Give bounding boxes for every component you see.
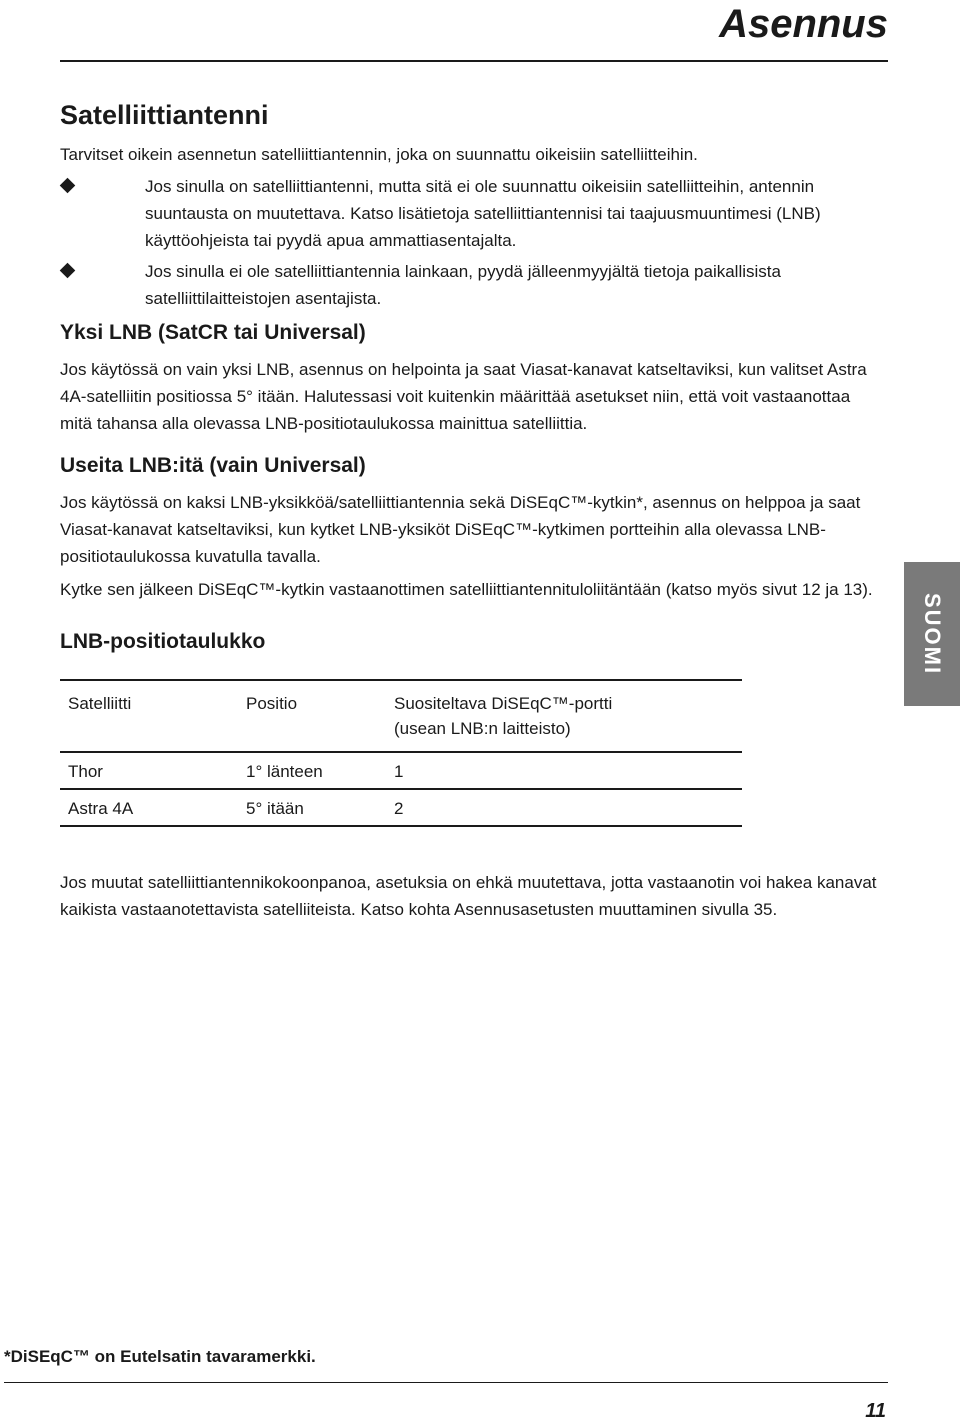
lnb-table-title: LNB-positiotaulukko	[60, 630, 266, 653]
language-tab-label: SUOMI	[920, 592, 945, 676]
multi-lnb-heading: Useita LNB:itä (vain Universal)	[60, 454, 366, 477]
section-intro: Tarvitset oikein asennetun satelliittiantennin, joka on suunnattu oikeisiin satelliitteihin.	[60, 145, 698, 164]
table-row	[60, 752, 742, 789]
footer-divider	[4, 1382, 888, 1383]
multi-lnb-text-1: Jos käytössä on kaksi LNB-yksikköä/satelliittiantennia sekä DiSEqC™-kytkin*, asennus on helppoa ja saat Viasat-kanavat katseltaviksi, kun kytket LNB-yksiköt DiSEqC™-kytkimen portteihin alla olevassa LNB-positiotaulukossa kuvatulla tavalla.	[60, 493, 861, 566]
table-header-row	[60, 680, 742, 752]
list-item	[60, 173, 880, 254]
reconfigure-note: Jos muutat satelliittiantennikokoonpanoa, asetuksia on ehkä muutettava, jotta vastaanotin voi hakea kanavat kaikista vastaanotettavista satelliiteista. Katso kohta Asennusasetusten muuttaminen sivulla 35.	[60, 873, 877, 919]
cell-port: 2	[394, 799, 404, 818]
language-tab	[904, 562, 960, 706]
cell-satellite: Astra 4A	[68, 799, 134, 818]
cell-position: 1° länteen	[246, 762, 323, 781]
single-lnb-heading: Yksi LNB (SatCR tai Universal)	[60, 321, 366, 344]
header-position: Positio	[246, 694, 298, 713]
lnb-position-table	[60, 679, 742, 827]
header-divider	[60, 60, 888, 62]
header-port-note: (usean LNB:n laitteisto)	[394, 719, 571, 738]
main-content	[60, 95, 880, 923]
list-item	[60, 258, 880, 312]
bullet-list	[60, 173, 880, 312]
list-item-text: Jos sinulla ei ole satelliittiantennia lainkaan, pyydä jälleenmyyjältä tietoja paikallisista satelliittilaitteistojen asentajista.	[145, 262, 781, 308]
cell-position: 5° itään	[246, 799, 304, 818]
header-port	[386, 680, 742, 752]
cell-satellite: Thor	[68, 762, 103, 781]
trademark-footnote: *DiSEqC™ on Eutelsatin tavaramerkki.	[4, 1347, 316, 1366]
header-port-label: Suositeltava DiSEqC™-portti	[394, 694, 613, 713]
section-title: Satelliittiantenni	[60, 100, 269, 130]
table-row	[60, 789, 742, 826]
page-header-title: Asennus	[719, 2, 888, 46]
diamond-bullet-icon	[60, 178, 76, 194]
list-item-text: Jos sinulla on satelliittiantenni, mutta sitä ei ole suunnattu oikeisiin satelliitteihin, antennin suuntausta on muutettava. Katso lisätietoja satelliittiantennisi tai taajuusmuuntimesi (LNB) käyttöohjeista tai pyydä apua ammattiasentajalta.	[145, 177, 821, 250]
page-number: 11	[865, 1400, 886, 1422]
diamond-bullet-icon	[60, 263, 76, 279]
cell-port: 1	[394, 762, 404, 781]
header-satellite: Satelliitti	[68, 694, 132, 713]
single-lnb-text: Jos käytössä on vain yksi LNB, asennus on helpointa ja saat Viasat-kanavat katseltaviksi, kun valitset Astra 4A-satelliitin positiossa 5° itään. Halutessasi voit kuitenkin määrittää asetukset niin, että voit vastaanottaa mitä tahansa alla olevassa LNB-positiotaulukossa mainittua satelliittia.	[60, 360, 867, 433]
multi-lnb-text-2: Kytke sen jälkeen DiSEqC™-kytkin vastaanottimen satelliittiantennituloliitäntään (katso myös sivut 12 ja 13).	[60, 580, 873, 599]
